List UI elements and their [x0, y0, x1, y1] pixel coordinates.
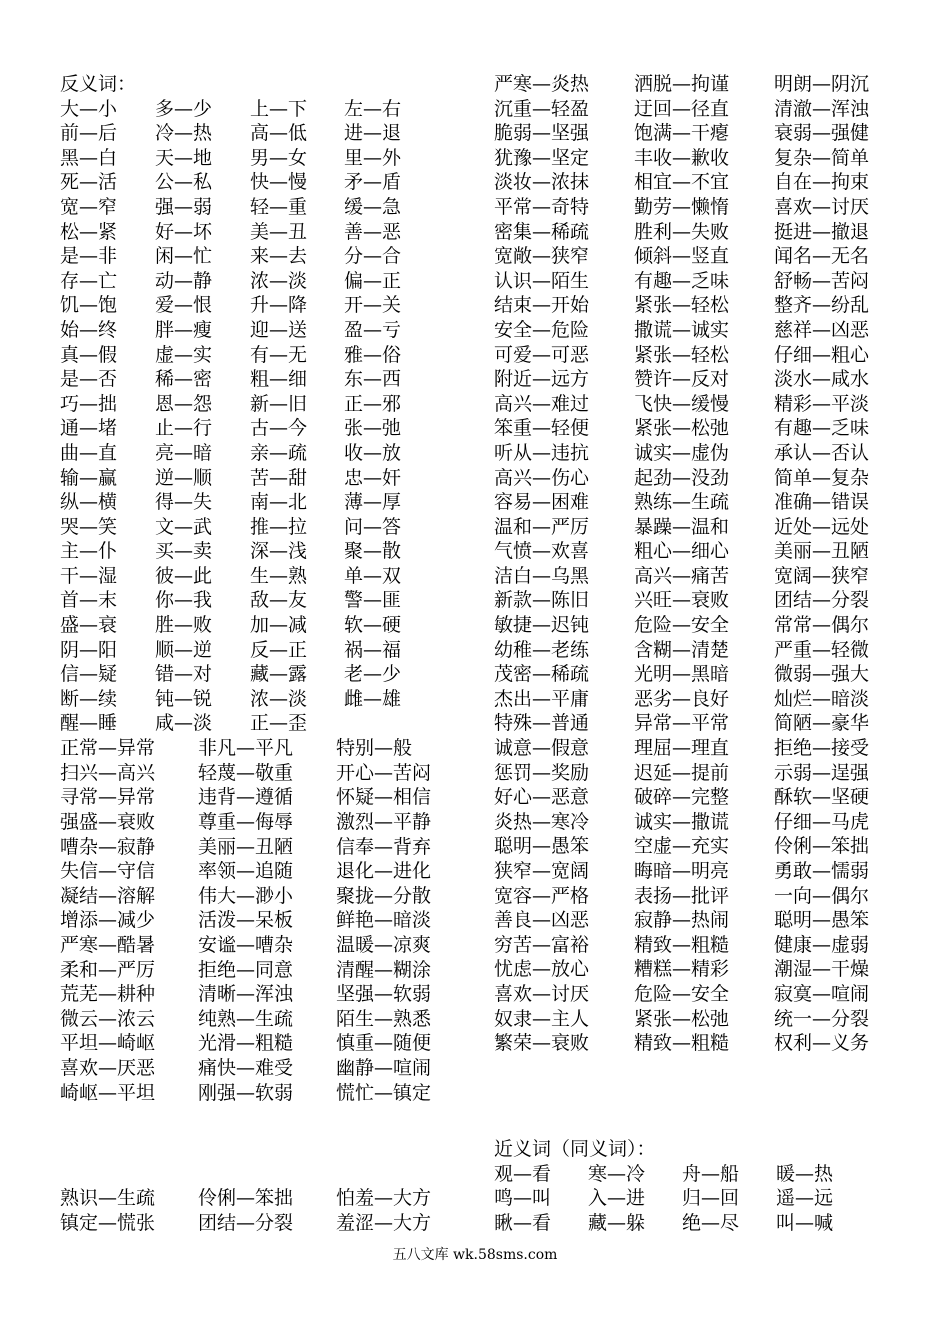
word-pair: 美丽—丑陋: [774, 540, 870, 563]
word-pair: 痛快—难受: [198, 1056, 294, 1079]
word-pair: 撒谎—诚实: [634, 318, 730, 341]
word-pair: 明朗—阴沉: [774, 73, 870, 95]
word-pair: 炎热—寒冷: [494, 810, 590, 833]
word-pair: 开—关: [344, 294, 402, 317]
word-pair: 含糊—清楚: [634, 638, 730, 661]
word-pair: 忠—奸: [344, 466, 402, 489]
word-pair: 容易—困难: [494, 491, 590, 514]
word-pair: 理屈—理直: [634, 737, 730, 760]
word-pair: 听从—违抗: [494, 441, 590, 464]
word-pair: 亲—疏: [250, 441, 308, 464]
word-pair: 藏—露: [250, 663, 308, 686]
word-pair: 简单—复杂: [774, 466, 870, 489]
word-pair: 健康—虚弱: [774, 933, 870, 956]
word-pair: 有趣—乏味: [774, 417, 870, 440]
word-pair: 光明—黑暗: [634, 663, 730, 686]
word-pair: 藏—躲: [588, 1211, 646, 1234]
word-pair: 巧—拙: [60, 392, 118, 415]
word-pair: 清醒—糊涂: [336, 958, 432, 981]
word-pair: 加—减: [250, 614, 308, 637]
word-pair: 慎重—随便: [336, 1032, 432, 1055]
word-pair: 止—行: [155, 417, 213, 440]
word-pair: 遥—远: [776, 1187, 834, 1210]
word-pair: 灿烂—暗淡: [774, 687, 870, 710]
antonym-heading: 反义词：: [60, 73, 137, 95]
word-pair: 信—疑: [60, 663, 118, 686]
word-pair: 轻蔑—敬重: [198, 761, 294, 784]
word-pair: 宽—窄: [60, 195, 118, 218]
word-pair: 彼—此: [155, 564, 213, 587]
word-pair: 好—坏: [155, 220, 213, 243]
word-pair: 诚实—虚伪: [634, 441, 730, 464]
word-pair: 鸣—叫: [494, 1187, 552, 1210]
word-pair: 凝结—溶解: [60, 884, 156, 907]
word-pair: 紧张—轻松: [634, 343, 730, 366]
word-pair: 非凡—平凡: [198, 737, 294, 760]
word-pair: 温暖—凉爽: [336, 933, 432, 956]
word-pair: 繁荣—衰败: [494, 1032, 590, 1055]
word-pair: 前—后: [60, 122, 118, 145]
word-pair: 诚意—假意: [494, 737, 590, 760]
word-pair: 安全—危险: [494, 318, 590, 341]
word-pair: 活泼—呆板: [198, 909, 294, 932]
word-pair: 暴躁—温和: [634, 515, 730, 538]
word-pair: 幽静—喧闹: [336, 1056, 432, 1079]
word-pair: 逆—顺: [155, 466, 213, 489]
word-pair: 怕羞—大方: [336, 1187, 432, 1209]
word-pair: 熟练—生疏: [634, 491, 730, 514]
word-pair: 恶劣—良好: [634, 687, 730, 710]
word-pair: 输—赢: [60, 466, 118, 489]
word-pair: 古—今: [250, 417, 308, 440]
word-pair: 雅—俗: [344, 343, 402, 366]
word-pair: 镇定—慌张: [60, 1211, 156, 1234]
word-pair: 鲜艳—暗淡: [336, 909, 432, 932]
word-pair: 归—回: [682, 1187, 740, 1210]
word-pair: 得—失: [155, 491, 213, 514]
word-pair: 精致—粗糙: [634, 933, 730, 956]
word-pair: 荒芜—耕种: [60, 983, 156, 1006]
word-pair: 退化—进化: [336, 860, 432, 883]
word-pair: 穷苦—富裕: [494, 933, 590, 956]
word-pair: 惩罚—奖励: [494, 761, 590, 784]
word-pair: 崎岖—平坦: [60, 1081, 156, 1104]
word-pair: 舒畅—苦闷: [774, 269, 870, 292]
word-pair: 复杂—简单: [774, 146, 870, 169]
word-pair: 破碎—完整: [634, 786, 730, 809]
word-pair: 权利—义务: [774, 1032, 870, 1055]
word-pair: 紧张—松弛: [634, 1007, 730, 1030]
word-pair: 严重—轻微: [774, 638, 870, 661]
word-pair: 潮湿—干燥: [774, 958, 870, 981]
word-pair: 盈—亏: [344, 318, 402, 341]
word-pair: 杰出—平庸: [494, 687, 590, 710]
word-pair: 亮—暗: [155, 441, 213, 464]
word-pair: 生—熟: [250, 564, 308, 587]
word-pair: 东—西: [344, 368, 402, 391]
word-pair: 瞅—看: [494, 1211, 552, 1234]
word-pair: 胜利—失败: [634, 220, 730, 243]
word-pair: 气愤—欢喜: [494, 540, 590, 563]
word-pair: 强盛—衰败: [60, 810, 156, 833]
word-pair: 雌—雄: [344, 687, 402, 710]
word-pair: 洒脱—拘谨: [634, 73, 730, 95]
word-pair: 善—恶: [344, 220, 402, 243]
word-pair: 胜—败: [155, 614, 213, 637]
word-pair: 相宜—不宜: [634, 171, 730, 194]
word-pair: 偏—正: [344, 269, 402, 292]
word-pair: 结束—开始: [494, 294, 590, 317]
word-pair: 冷—热: [155, 122, 213, 145]
word-pair: 哭—笑: [60, 515, 118, 538]
word-pair: 恩—怨: [155, 392, 213, 415]
word-pair: 买—卖: [155, 540, 213, 563]
word-pair: 纯熟—生疏: [198, 1007, 294, 1030]
word-pair: 喜欢—讨厌: [494, 982, 590, 1005]
word-pair: 简陋—豪华: [774, 712, 870, 735]
word-pair: 准确—错误: [774, 491, 870, 514]
word-pair: 顺—逆: [155, 638, 213, 661]
word-pair: 信奉—背弃: [336, 835, 432, 858]
word-pair: 空虚—充实: [634, 835, 730, 858]
word-pair: 勤劳—懒惰: [634, 195, 730, 218]
word-pair: 稀—密: [155, 368, 213, 391]
word-pair: 浓—淡: [250, 269, 308, 292]
word-pair: 观—看: [494, 1162, 552, 1185]
word-pair: 宽敞—狭窄: [494, 245, 590, 268]
word-pair: 清晰—浑浊: [198, 983, 294, 1006]
word-pair: 暖—热: [776, 1162, 834, 1185]
word-pair: 奴隶—主人: [494, 1007, 590, 1030]
word-pair: 断—续: [60, 687, 118, 710]
word-pair: 美—丑: [250, 220, 308, 243]
word-pair: 正常—异常: [60, 737, 156, 760]
word-pair: 嘈杂—寂静: [60, 835, 156, 858]
word-pair: 承认—否认: [774, 441, 870, 464]
word-pair: 光滑—粗糙: [198, 1032, 294, 1055]
word-pair: 饥—饱: [60, 294, 118, 317]
word-pair: 失信—守信: [60, 860, 156, 883]
word-pair: 矛—盾: [344, 171, 402, 194]
word-pair: 酥软—坚硬: [774, 786, 870, 809]
word-pair: 分—合: [344, 245, 402, 268]
word-pair: 是—非: [60, 245, 118, 268]
word-pair: 有—无: [250, 343, 308, 366]
word-pair: 善良—凶恶: [494, 909, 590, 932]
word-pair: 起劲—没劲: [634, 466, 730, 489]
word-pair: 主—仆: [60, 540, 118, 563]
word-pair: 犹豫—坚定: [494, 146, 590, 169]
word-pair: 伟大—渺小: [198, 884, 294, 907]
word-pair: 危险—安全: [634, 982, 730, 1005]
word-pair: 聪明—愚笨: [774, 909, 870, 932]
word-pair: 爱—恨: [155, 294, 213, 317]
word-pair: 喜欢—厌恶: [60, 1056, 156, 1079]
word-pair: 宽阔—狭窄: [774, 564, 870, 587]
word-pair: 缓—急: [344, 195, 402, 218]
word-pair: 舟—船: [682, 1162, 740, 1185]
word-pair: 里—外: [344, 146, 402, 169]
word-pair: 老—少: [344, 663, 402, 686]
word-pair: 寒—冷: [588, 1162, 646, 1185]
word-pair: 倾斜—竖直: [634, 245, 730, 268]
word-pair: 一向—偶尔: [774, 884, 870, 907]
word-pair: 钝—锐: [155, 687, 213, 710]
word-pair: 干—湿: [60, 564, 118, 587]
word-pair: 寂静—热闹: [634, 909, 730, 932]
word-pair: 丰收—歉收: [634, 146, 730, 169]
word-pair: 始—终: [60, 318, 118, 341]
word-pair: 阴—阳: [60, 638, 118, 661]
word-pair: 伶俐—笨拙: [198, 1187, 294, 1209]
word-pair: 左—右: [344, 97, 402, 120]
word-pair: 温和—严厉: [494, 515, 590, 538]
word-pair: 通—堵: [60, 417, 118, 440]
word-pair: 挺进—撤退: [774, 220, 870, 243]
word-pair: 叫—喊: [776, 1211, 834, 1234]
word-pair: 咸—淡: [155, 712, 213, 735]
word-pair: 刚强—软弱: [198, 1081, 294, 1104]
word-pair: 尊重—侮辱: [198, 810, 294, 833]
word-pair: 死—活: [60, 171, 118, 194]
word-pair: 敏捷—迟钝: [494, 614, 590, 637]
word-pair: 松—紧: [60, 220, 118, 243]
word-pair: 入—进: [588, 1187, 646, 1210]
word-pair: 平常—奇特: [494, 195, 590, 218]
word-pair: 胖—瘦: [155, 318, 213, 341]
word-pair: 寻常—异常: [60, 786, 156, 809]
word-pair: 团结—分裂: [198, 1211, 294, 1234]
word-pair: 祸—福: [344, 638, 402, 661]
word-pair: 是—否: [60, 368, 118, 391]
word-pair: 狭窄—宽阔: [494, 860, 590, 882]
word-pair: 好心—恶意: [494, 786, 590, 809]
word-pair: 拒绝—同意: [198, 958, 294, 981]
word-pair: 怀疑—相信: [336, 786, 432, 809]
word-pair: 紧张—轻松: [634, 294, 730, 317]
word-pair: 存—亡: [60, 269, 118, 292]
word-pair: 茂密—稀疏: [494, 663, 590, 686]
word-pair: 有趣—乏味: [634, 269, 730, 292]
word-pair: 自在—拘束: [774, 171, 870, 194]
word-pair: 特殊—普通: [494, 712, 590, 735]
word-pair: 新款—陈旧: [494, 589, 590, 612]
word-pair: 慌忙—镇定: [336, 1081, 432, 1104]
word-pair: 大—小: [60, 97, 118, 120]
word-pair: 淡妆—浓抹: [494, 171, 590, 194]
word-pair: 严寒—酷暑: [60, 933, 156, 956]
word-pair: 忧虑—放心: [494, 958, 590, 981]
word-pair: 来—去: [250, 245, 308, 268]
word-pair: 伶俐—笨拙: [774, 835, 870, 858]
word-pair: 脆弱—坚强: [494, 122, 590, 145]
word-pair: 错—对: [155, 663, 213, 686]
word-pair: 宽容—严格: [494, 884, 590, 907]
word-pair: 你—我: [155, 589, 213, 612]
word-pair: 高兴—伤心: [494, 466, 590, 489]
word-pair: 柔和—严厉: [60, 958, 156, 981]
word-pair: 闻名—无名: [774, 245, 870, 268]
word-pair: 首—末: [60, 589, 118, 612]
word-pair: 单—双: [344, 564, 402, 587]
word-pair: 苦—甜: [250, 466, 308, 489]
word-pair: 收—放: [344, 441, 402, 464]
word-pair: 率领—追随: [198, 860, 294, 883]
word-pair: 迎—送: [250, 318, 308, 341]
word-pair: 薄—厚: [344, 491, 402, 514]
word-pair: 精彩—平淡: [774, 392, 870, 415]
word-pair: 问—答: [344, 515, 402, 538]
word-pair: 紧张—松弛: [634, 417, 730, 440]
word-pair: 坚强—软弱: [336, 983, 432, 1006]
word-pair: 迟延—提前: [634, 761, 730, 784]
word-pair: 反—正: [250, 638, 308, 661]
word-pair: 诚实—撒谎: [634, 810, 730, 833]
word-pair: 增添—减少: [60, 909, 156, 932]
word-pair: 勇敢—懦弱: [774, 860, 870, 882]
word-pair: 糟糕—精彩: [634, 958, 730, 981]
word-pair: 赞许—反对: [634, 368, 730, 391]
word-pair: 闲—忙: [155, 245, 213, 268]
word-pair: 陌生—熟悉: [336, 1007, 432, 1030]
word-pair: 仔细—粗心: [774, 343, 870, 366]
word-pair: 近处—远处: [774, 515, 870, 538]
word-pair: 团结—分裂: [774, 589, 870, 612]
word-pair: 慈祥—凶恶: [774, 318, 870, 341]
word-pair: 聪明—愚笨: [494, 835, 590, 858]
word-pair: 张—弛: [344, 417, 402, 440]
word-pair: 高兴—难过: [494, 392, 590, 415]
word-pair: 特别—般: [336, 737, 413, 760]
word-pair: 衰弱—强健: [774, 122, 870, 145]
word-pair: 平坦—崎岖: [60, 1032, 156, 1055]
word-pair: 示弱—逞强: [774, 761, 870, 784]
word-pair: 认识—陌生: [494, 269, 590, 292]
word-pair: 晦暗—明亮: [634, 860, 730, 882]
word-pair: 浓—淡: [250, 687, 308, 710]
word-pair: 兴旺—衰败: [634, 589, 730, 612]
word-pair: 喜欢—讨厌: [774, 195, 870, 218]
word-pair: 笨重—轻便: [494, 417, 590, 440]
word-pair: 软—硬: [344, 614, 402, 637]
word-pair: 拒绝—接受: [774, 737, 870, 760]
word-pair: 激烈—平静: [336, 810, 432, 833]
word-pair: 精致—粗糙: [634, 1032, 730, 1055]
word-pair: 粗心—细心: [634, 540, 730, 563]
word-pair: 粗—细: [250, 368, 308, 391]
word-pair: 纵—横: [60, 491, 118, 514]
word-pair: 进—退: [344, 122, 402, 145]
word-pair: 强—弱: [155, 195, 213, 218]
word-pair: 整齐—纷乱: [774, 294, 870, 317]
word-pair: 美丽—丑陋: [198, 835, 294, 858]
word-pair: 危险—安全: [634, 614, 730, 637]
word-pair: 盛—衰: [60, 614, 118, 637]
word-pair: 聚拢—分散: [336, 884, 432, 907]
word-pair: 熟识—生疏: [60, 1187, 156, 1209]
word-pair: 男—女: [250, 146, 308, 169]
word-pair: 表扬—批评: [634, 884, 730, 907]
word-pair: 安谧—嘈杂: [198, 933, 294, 956]
word-pair: 沉重—轻盈: [494, 97, 590, 120]
word-pair: 升—降: [250, 294, 308, 317]
word-pair: 真—假: [60, 343, 118, 366]
word-pair: 绝—尽: [682, 1211, 740, 1234]
word-pair: 羞涩—大方: [336, 1211, 432, 1234]
word-pair: 密集—稀疏: [494, 220, 590, 243]
word-pair: 寂寞—喧闹: [774, 982, 870, 1005]
word-pair: 公—私: [155, 171, 213, 194]
word-pair: 洁白—乌黑: [494, 564, 590, 587]
word-pair: 警—匪: [344, 589, 402, 612]
word-pair: 上—下: [250, 97, 308, 120]
word-pair: 严寒—炎热: [494, 73, 590, 95]
word-pair: 黑—白: [60, 146, 118, 169]
word-pair: 虚—实: [155, 343, 213, 366]
word-pair: 新—旧: [250, 392, 308, 415]
word-pair: 南—北: [250, 491, 308, 514]
word-pair: 仔细—马虎: [774, 810, 870, 833]
word-pair: 快—慢: [250, 171, 308, 194]
word-pair: 清澈—浑浊: [774, 97, 870, 120]
word-pair: 微弱—强大: [774, 663, 870, 686]
synonym-heading: 近义词（同义词）：: [494, 1138, 656, 1160]
word-pair: 可爱—可恶: [494, 343, 590, 366]
word-pair: 深—浅: [250, 540, 308, 563]
word-pair: 天—地: [155, 146, 213, 169]
word-pair: 违背—遵循: [198, 786, 294, 809]
word-pair: 幼稚—老练: [494, 638, 590, 661]
word-pair: 动—静: [155, 269, 213, 292]
word-pair: 开心—苦闷: [336, 761, 432, 784]
word-pair: 扫兴—高兴: [60, 761, 156, 784]
word-pair: 正—歪: [250, 712, 308, 735]
word-pair: 聚—散: [344, 540, 402, 563]
word-pair: 统一—分裂: [774, 1007, 870, 1030]
word-pair: 文—武: [155, 515, 213, 538]
word-pair: 淡水—咸水: [774, 368, 870, 391]
word-pair: 异常—平常: [634, 712, 730, 735]
word-pair: 微云—浓云: [60, 1007, 156, 1030]
word-pair: 附近—远方: [494, 368, 590, 391]
word-pair: 迂回—径直: [634, 97, 730, 120]
word-pair: 高—低: [250, 122, 308, 145]
word-pair: 醒—睡: [60, 712, 118, 735]
word-pair: 多—少: [155, 97, 213, 120]
word-pair: 飞快—缓慢: [634, 392, 730, 415]
word-pair: 推—拉: [250, 515, 308, 538]
word-pair: 曲—直: [60, 441, 118, 464]
footer-watermark: 五八文库 wk.58sms.com: [392, 1247, 558, 1263]
word-pair: 饱满—干瘪: [634, 122, 730, 145]
word-pair: 常常—偶尔: [774, 614, 870, 637]
word-pair: 正—邪: [344, 392, 402, 415]
word-pair: 轻—重: [250, 195, 308, 218]
word-pair: 敌—友: [250, 589, 308, 612]
word-pair: 高兴—痛苦: [634, 564, 730, 587]
